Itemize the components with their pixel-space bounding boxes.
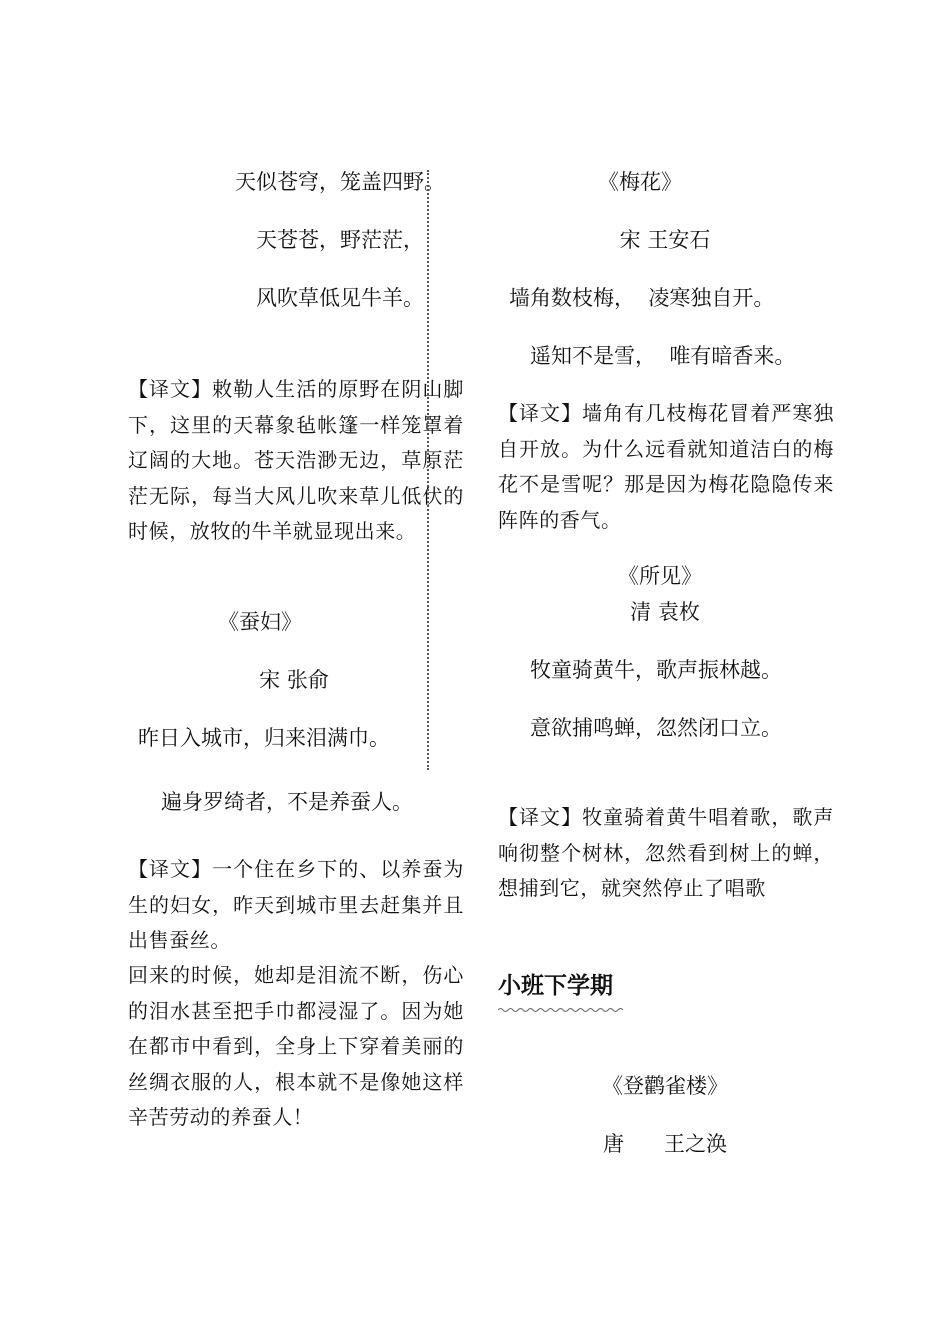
poem3-line-2: 遥知不是雪， 唯有暗香来。 xyxy=(530,344,796,368)
heading-underline xyxy=(498,1006,628,1014)
poem2-author: 宋 张俞 xyxy=(259,668,329,692)
poem2-line-2: 遍身罗绮者，不是养蚕人。 xyxy=(161,790,413,814)
poem4-translation: 【译文】牧童骑着黄牛唱着歌，歌声响彻整个树林，忽然看到树上的蝉，想捕到它，就突然停止了唱歌 xyxy=(498,805,834,900)
poem2-line-1: 昨日入城市，归来泪满巾。 xyxy=(138,726,390,750)
poem3-translation: 【译文】墙角有几枝梅花冒着严寒独自开放。为什么远看就知道洁白的梅花不是雪呢？那是因为梅花隐隐传来阵阵的香气。 xyxy=(498,401,834,532)
poem2-translation-p2: 回来的时候，她却是泪流不断，伤心的泪水甚至把手巾都浸湿了。因为她在都市中看到，全身上下穿着美丽的丝绸衣服的人，根本就不是像她这样辛苦劳动的养蚕人！ xyxy=(128,963,464,1129)
poem3-title: 《梅花》 xyxy=(598,170,682,194)
poem1-translation: 【译文】敕勒人生活的原野在阴山脚下，这里的天幕象毡帐篷一样笼罩着辽阔的大地。苍天浩渺无边，草原茫茫无际，每当大风儿吹来草儿低伏的时候，放牧的牛羊就显现出来。 xyxy=(128,377,464,543)
poem4-author: 清 袁枚 xyxy=(630,600,700,624)
poem3-line-1: 墙角数枝梅， 凌寒独自开。 xyxy=(509,286,775,310)
poem4-title: 《所见》 xyxy=(618,564,702,588)
poem4-line-2: 意欲捕鸣蝉，忽然闭口立。 xyxy=(530,716,782,740)
section-heading: 小班下学期 xyxy=(498,973,613,999)
column-divider xyxy=(427,170,429,770)
poem2-title: 《蚕妇》 xyxy=(218,610,302,634)
poem1-line-2: 天苍苍，野茫茫， xyxy=(256,228,424,252)
poem4-line-1: 牧童骑黄牛，歌声振林越。 xyxy=(530,658,782,682)
poem1-line-3: 风吹草低见牛羊。 xyxy=(256,286,424,310)
poem5-author: 唐 王之涣 xyxy=(603,1132,728,1156)
poem2-translation-p1: 【译文】一个住在乡下的、以养蚕为生的妇女，昨天到城市里去赶集并且出售蚕丝。 xyxy=(128,857,464,952)
poem3-author: 宋 王安石 xyxy=(619,228,711,252)
poem1-line-1: 天似苍穹，笼盖四野。 xyxy=(235,170,445,194)
poem5-title: 《登鹳雀楼》 xyxy=(602,1074,728,1098)
